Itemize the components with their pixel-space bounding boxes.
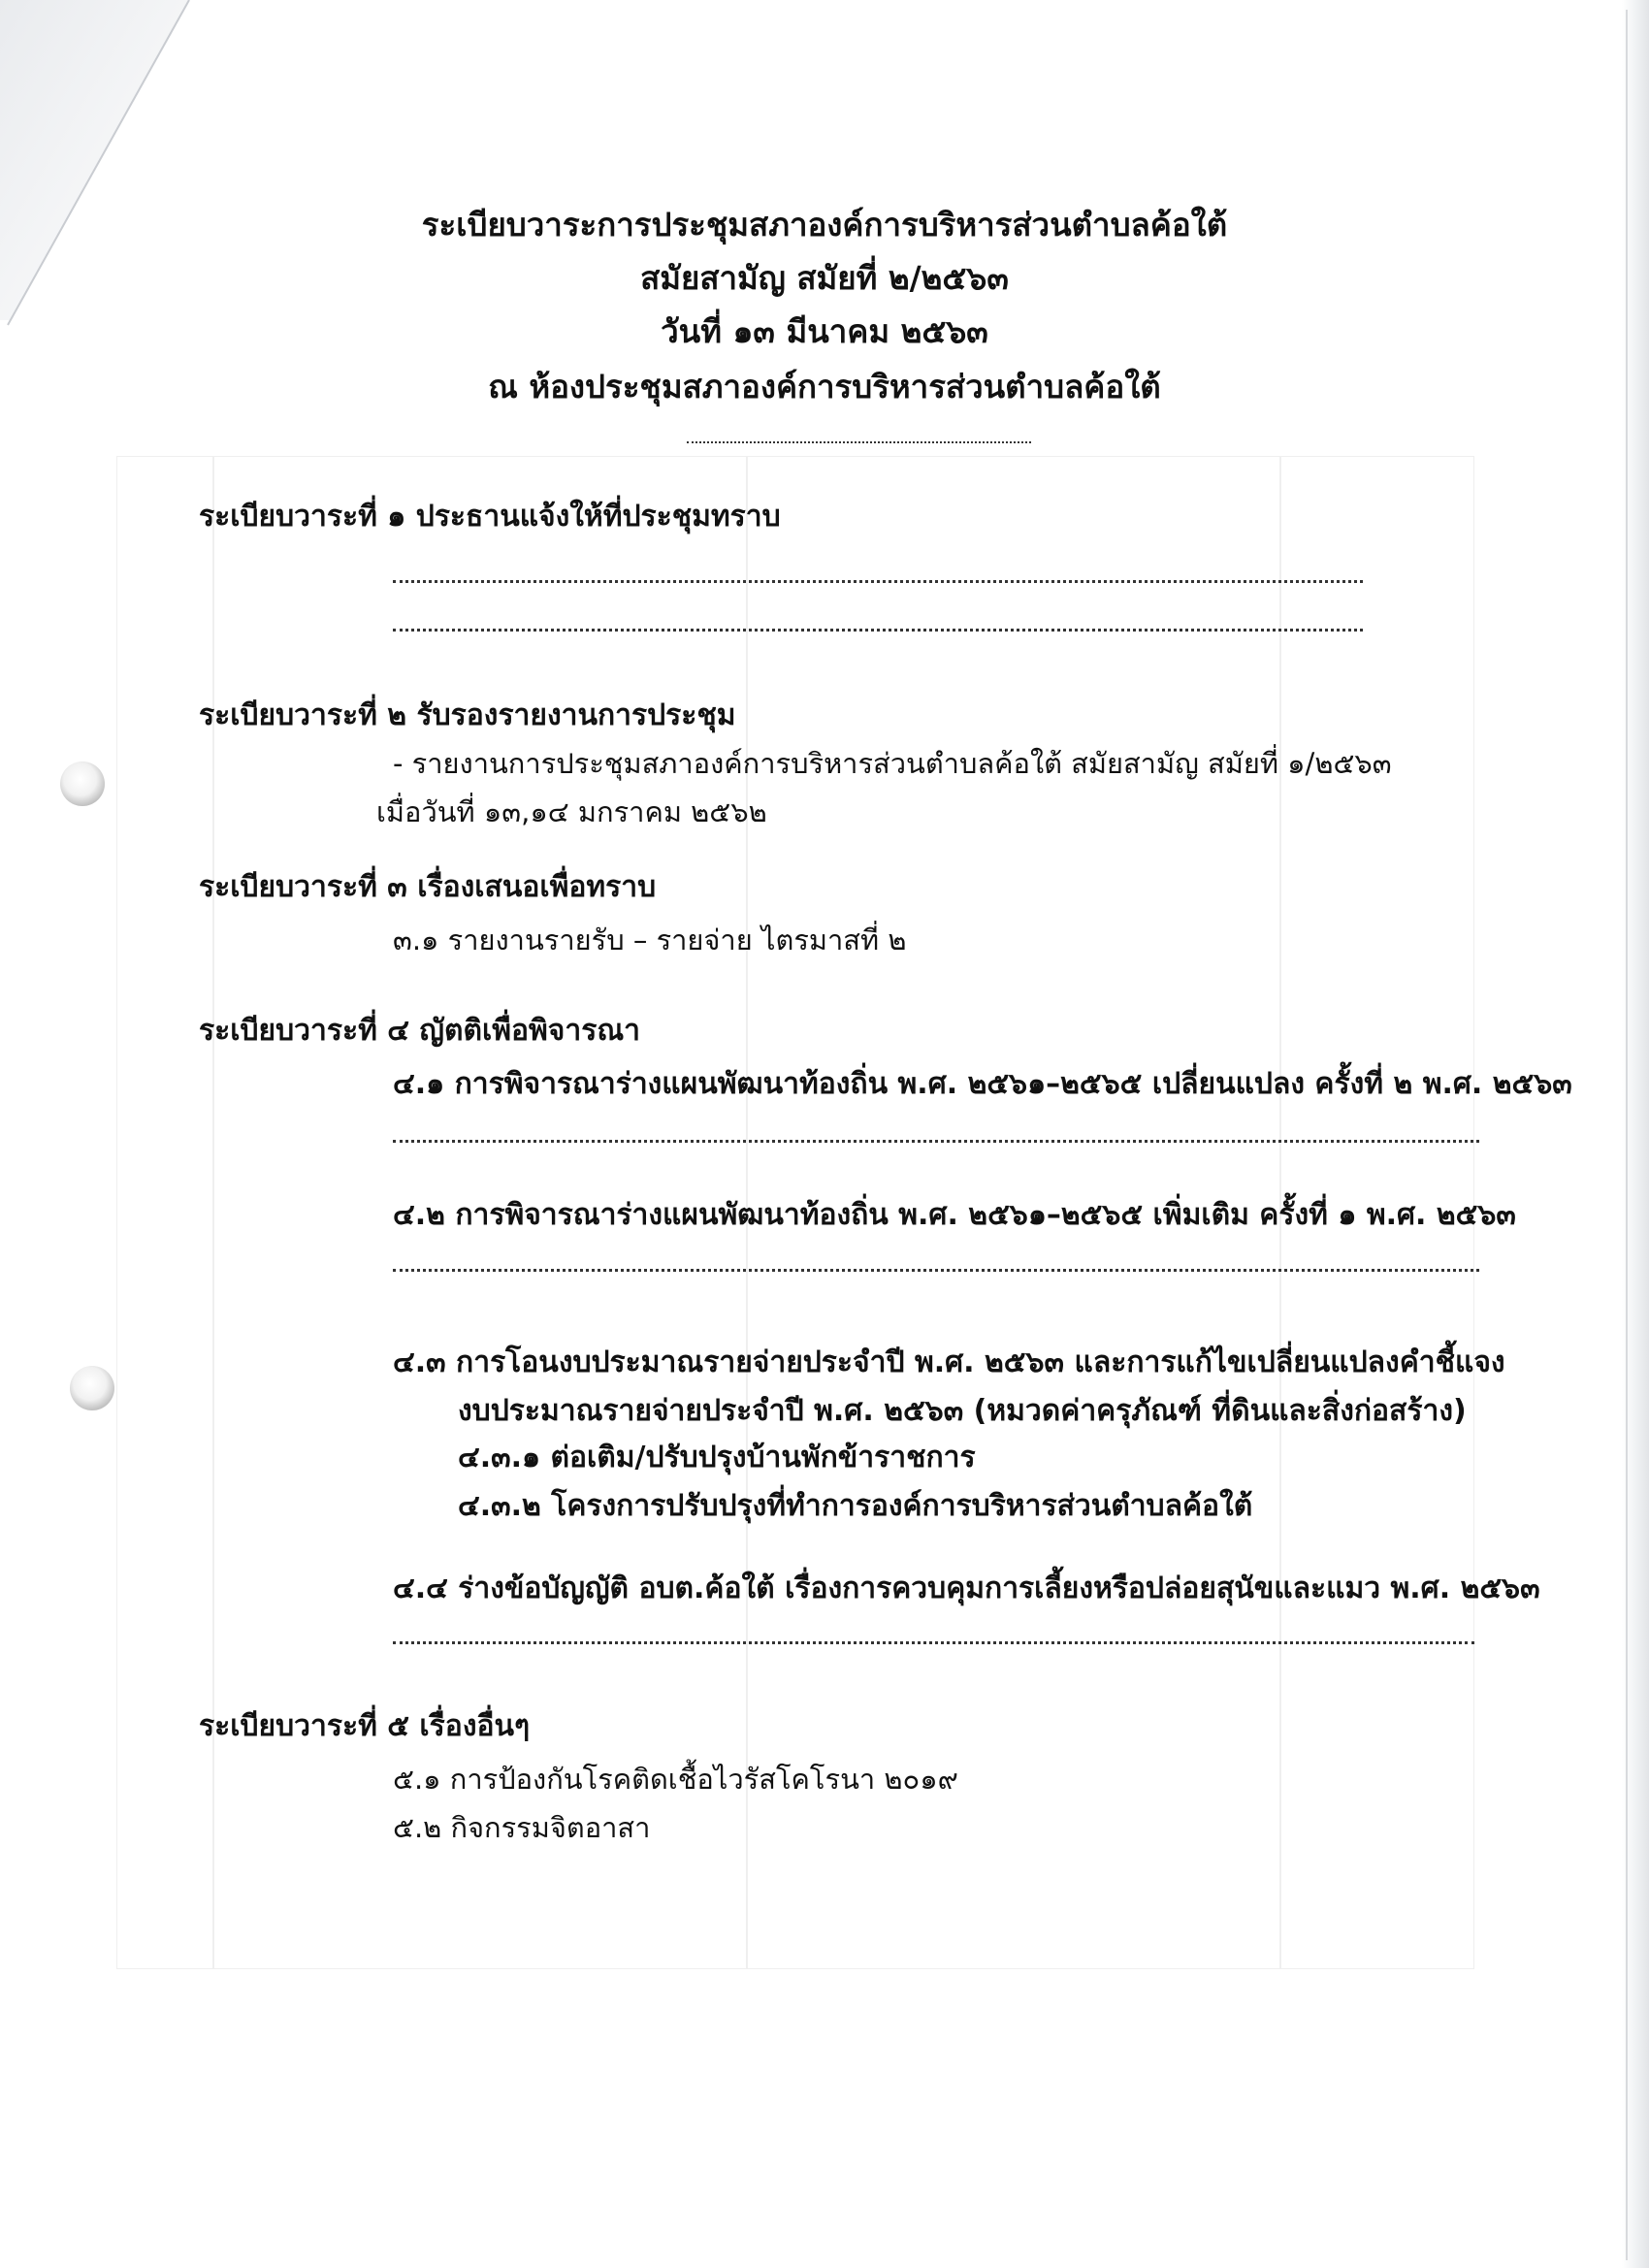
- date-line: วันที่ ๑๓ มีนาคม ๒๕๖๓: [661, 312, 988, 350]
- scan-edge-line: [1626, 10, 1628, 2260]
- agenda-4-sub-4: ๔.๔ ร่างข้อบัญญัติ อบต.ค้อใต้ เรื่องการควบคุมการเลี้ยงหรือปล่อยสุนัขและแมว พ.ศ. ๒๕๖๓: [393, 1571, 1540, 1605]
- agenda-5-title: ระเบียบวาระที่ ๕ เรื่องอื่นๆ: [199, 1709, 531, 1743]
- agenda-1-fill-line-2: [393, 629, 1363, 632]
- agenda-4-sub-3-line-2: งบประมาณรายจ่ายประจำปี พ.ศ. ๒๕๖๓ (หมวดค่าครุภัณฑ์ ที่ดินและสิ่งก่อสร้าง): [458, 1394, 1467, 1428]
- agenda-4-3-2: ๔.๓.๒ โครงการปรับปรุงที่ทำการองค์การบริหารส่วนตำบลค้อใต้: [458, 1489, 1253, 1523]
- agenda-4-2-fill-line: [393, 1269, 1479, 1272]
- agenda-1-title: ระเบียบวาระที่ ๑ ประธานแจ้งให้ที่ประชุมทราบ: [199, 500, 781, 534]
- header-separator: [687, 441, 1031, 443]
- agenda-5-sub-1: ๕.๑ การป้องกันโรคติดเชื้อไวรัสโคโรนา ๒๐๑๙: [393, 1763, 958, 1796]
- agenda-4-sub-2: ๔.๒ การพิจารณาร่างแผนพัฒนาท้องถิ่น พ.ศ. ๒๕๖๑–๒๕๖๕ เพิ่มเติม ครั้งที่ ๑ พ.ศ. ๒๕๖๓: [393, 1198, 1516, 1232]
- agenda-4-4-fill-line: [393, 1641, 1474, 1644]
- punch-hole-top: [60, 761, 105, 806]
- document-title: ระเบียบวาระการประชุมสภาองค์การบริหารส่วนตำบลค้อใต้: [421, 206, 1228, 243]
- agenda-4-title: ระเบียบวาระที่ ๔ ญัตติเพื่อพิจารณา: [199, 1014, 640, 1048]
- agenda-4-3-1: ๔.๓.๑ ต่อเติม/ปรับปรุงบ้านพักข้าราชการ: [458, 1441, 976, 1474]
- agenda-2-detail-2: เมื่อวันที่ ๑๓,๑๔ มกราคม ๒๕๖๒: [376, 795, 767, 828]
- agenda-3-title: ระเบียบวาระที่ ๓ เรื่องเสนอเพื่อทราบ: [199, 870, 657, 904]
- agenda-4-1-fill-line: [393, 1140, 1479, 1143]
- agenda-4-sub-3-line-1: ๔.๓ การโอนงบประมาณรายจ่ายประจำปี พ.ศ. ๒๕๖๓ และการแก้ไขเปลี่ยนแปลงคำชี้แจง: [393, 1345, 1505, 1379]
- agenda-1-fill-line-1: [393, 580, 1363, 583]
- agenda-2-detail-1: - รายงานการประชุมสภาองค์การบริหารส่วนตำบลค้อใต้ สมัยสามัญ สมัยที่ ๑/๒๕๖๓: [393, 747, 1392, 780]
- agenda-2-title: ระเบียบวาระที่ ๒ รับรองรายงานการประชุม: [199, 698, 736, 732]
- agenda-3-sub-1: ๓.๑ รายงานรายรับ – รายจ่าย ไตรมาสที่ ๒: [393, 923, 907, 956]
- punch-hole-bottom: [70, 1366, 114, 1410]
- agenda-4-sub-1: ๔.๑ การพิจารณาร่างแผนพัฒนาท้องถิ่น พ.ศ. ๒๕๖๑–๒๕๖๕ เปลี่ยนแปลง ครั้งที่ ๒ พ.ศ. ๒๕๖๓: [393, 1067, 1572, 1101]
- agenda-5-sub-2: ๕.๒ กิจกรรมจิตอาสา: [393, 1811, 651, 1844]
- venue-line: ณ ห้องประชุมสภาองค์การบริหารส่วนตำบลค้อใต้: [488, 368, 1161, 405]
- session-line: สมัยสามัญ สมัยที่ ๒/๒๕๖๓: [640, 259, 1009, 297]
